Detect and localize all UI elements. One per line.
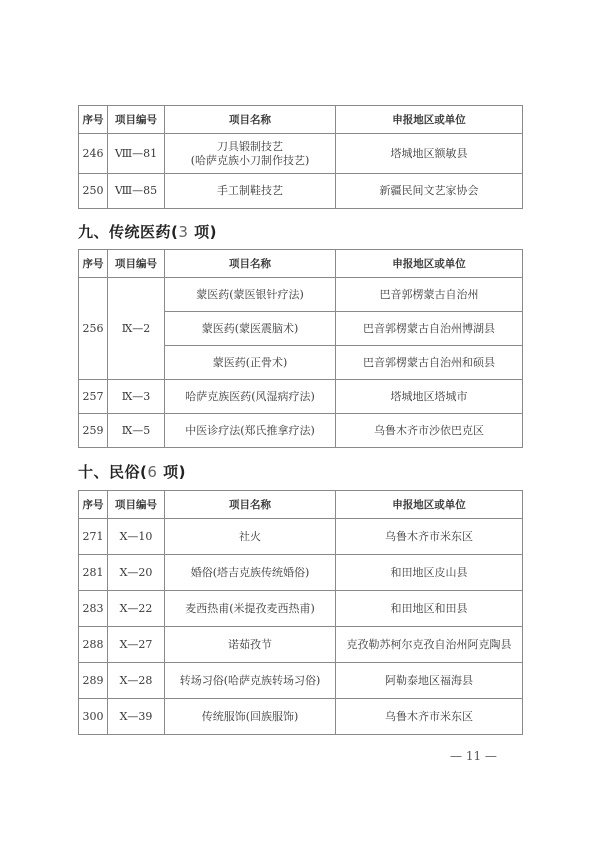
cell-code: Ⅸ—5: [108, 414, 165, 448]
header-name: 项目名称: [165, 491, 336, 519]
cell-region: 乌鲁木齐市米东区: [336, 519, 523, 555]
cell-region: 乌鲁木齐市米东区: [336, 699, 523, 735]
section-unit: 项): [188, 223, 217, 241]
section-heading-folklore: [78, 461, 186, 482]
cell-region: 塔城地区额敏县: [336, 134, 523, 174]
table-row: [79, 278, 523, 312]
cell-region: 塔城地区塔城市: [336, 380, 523, 414]
table-row: [79, 174, 523, 209]
header-name: 项目名称: [165, 106, 336, 134]
table-folklore: [78, 490, 523, 735]
table-header: [79, 250, 523, 278]
cell-name: 蒙医药(蒙医银针疗法): [165, 278, 336, 312]
cell-name: 转场习俗(哈萨克族转场习俗): [165, 663, 336, 699]
cell-code: Ⅹ—22: [108, 591, 165, 627]
table-row: [79, 663, 523, 699]
header-name: 项目名称: [165, 250, 336, 278]
cell-region: 巴音郭楞蒙古自治州: [336, 278, 523, 312]
cell-code: Ⅸ—2: [108, 278, 165, 380]
table-row: [79, 134, 523, 174]
header-region: 申报地区或单位: [336, 106, 523, 134]
table-row: [79, 591, 523, 627]
cell-seq: 271: [79, 519, 108, 555]
cell-code: Ⅹ—27: [108, 627, 165, 663]
cell-name: [165, 134, 336, 174]
name-line-2: (哈萨克族小刀制作技艺): [190, 153, 310, 167]
cell-region: 巴音郭楞蒙古自治州博湖县: [336, 312, 523, 346]
cell-name: 传统服饰(回族服饰): [165, 699, 336, 735]
table-row: [79, 555, 523, 591]
cell-seq: 259: [79, 414, 108, 448]
section-count: 6: [147, 463, 158, 481]
header-code: 项目编号: [108, 250, 165, 278]
cell-seq: 256: [79, 278, 108, 380]
section-title: 九、传统医药(: [78, 223, 179, 241]
cell-name: 诺茹孜节: [165, 627, 336, 663]
cell-seq: 288: [79, 627, 108, 663]
cell-seq: 289: [79, 663, 108, 699]
table-row: [79, 380, 523, 414]
cell-name: 麦西热甫(米提孜麦西热甫): [165, 591, 336, 627]
page-number: — 11 —: [450, 749, 497, 763]
table-row: [79, 519, 523, 555]
cell-name: 蒙医药(正骨术): [165, 346, 336, 380]
cell-code: Ⅹ—28: [108, 663, 165, 699]
section-title: 十、民俗(: [78, 463, 148, 481]
cell-name: 社火: [165, 519, 336, 555]
header-seq: 序号: [79, 250, 108, 278]
cell-seq: 246: [79, 134, 108, 174]
cell-code: Ⅹ—39: [108, 699, 165, 735]
cell-seq: 300: [79, 699, 108, 735]
cell-seq: 257: [79, 380, 108, 414]
header-region: 申报地区或单位: [336, 491, 523, 519]
table-header: [79, 106, 523, 134]
cell-code: Ⅷ—81: [108, 134, 165, 174]
header-region: 申报地区或单位: [336, 250, 523, 278]
cell-code: Ⅷ—85: [108, 174, 165, 209]
cell-code: Ⅸ—3: [108, 380, 165, 414]
cell-seq: 250: [79, 174, 108, 209]
cell-name: 中医诊疗法(郑氏推拿疗法): [165, 414, 336, 448]
cell-region: 克孜勒苏柯尔克孜自治州阿克陶县: [336, 627, 523, 663]
cell-region: 巴音郭楞蒙古自治州和硕县: [336, 346, 523, 380]
cell-region: 和田地区和田县: [336, 591, 523, 627]
cell-region: 阿勒泰地区福海县: [336, 663, 523, 699]
table-row: [79, 699, 523, 735]
table-medicine: [78, 249, 523, 448]
cell-code: Ⅹ—20: [108, 555, 165, 591]
section-count: 3: [178, 223, 189, 241]
cell-region: 乌鲁木齐市沙依巴克区: [336, 414, 523, 448]
cell-code: Ⅹ—10: [108, 519, 165, 555]
table-crafts: [78, 105, 523, 209]
header-seq: 序号: [79, 491, 108, 519]
cell-region: 新疆民间文艺家协会: [336, 174, 523, 209]
cell-name: 哈萨克族医药(风湿病疗法): [165, 380, 336, 414]
header-seq: 序号: [79, 106, 108, 134]
header-code: 项目编号: [108, 106, 165, 134]
header-code: 项目编号: [108, 491, 165, 519]
cell-name: 手工制鞋技艺: [165, 174, 336, 209]
cell-name: 蒙医药(蒙医震脑术): [165, 312, 336, 346]
cell-region: 和田地区皮山县: [336, 555, 523, 591]
section-heading-medicine: [78, 221, 217, 242]
cell-seq: 283: [79, 591, 108, 627]
table-header: [79, 491, 523, 519]
cell-name: 婚俗(塔吉克族传统婚俗): [165, 555, 336, 591]
table-row: [79, 627, 523, 663]
name-line-1: 刀具锻制技艺: [217, 139, 283, 153]
section-unit: 项): [157, 463, 186, 481]
cell-seq: 281: [79, 555, 108, 591]
table-row: [79, 414, 523, 448]
